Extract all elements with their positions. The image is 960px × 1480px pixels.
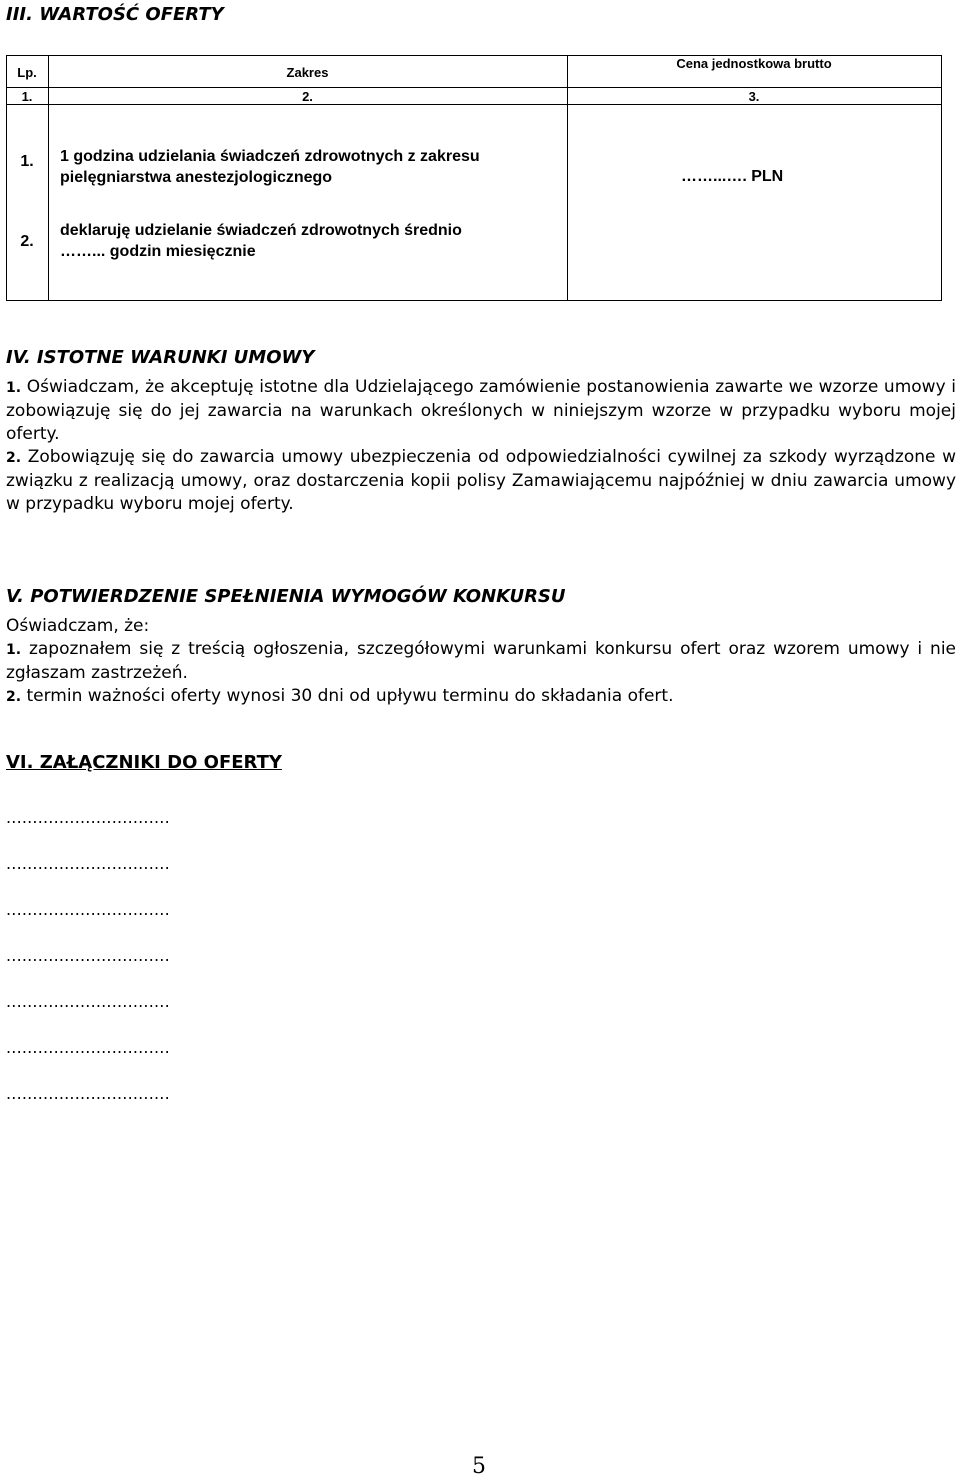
item-number: 2.: [6, 689, 22, 705]
row-1-lp: 1.: [20, 153, 34, 170]
item-number: 2.: [6, 450, 22, 466]
row-2-zakres-line1: deklaruję udzielanie świadczeń zdrowotnych średnio: [60, 222, 462, 239]
attachment-line-3: ...............................: [6, 900, 170, 919]
section-4-item-2: [6, 446, 956, 516]
attachment-line-7: ...............................: [6, 1084, 170, 1103]
section-4-title: IV. ISTOTNE WARUNKI UMOWY: [6, 347, 315, 368]
attachment-line-4: ...............................: [6, 946, 170, 965]
offer-value-table: [6, 55, 942, 301]
item-text: Zobowiązuję się do zawarcia umowy ubezpieczenia od odpowiedzialności cywilnej za szkody wyrządzone w związku z realizacją umowy, oraz dostarczenia kopii polisy Zamawiającemu najpóźniej w dniu zawarcia umowy w przypadku wyboru mojej oferty.: [6, 447, 956, 514]
col-number-2: 2.: [302, 89, 313, 104]
col-number-1: 1.: [21, 89, 33, 104]
section-5-item-1: [6, 638, 956, 685]
attachment-line-5: ...............................: [6, 992, 170, 1011]
row-2-lp: 2.: [20, 233, 34, 250]
page-number: 5: [472, 1454, 486, 1479]
header-cena: Cena jednostkowa brutto: [676, 56, 832, 71]
row-1-zakres-line1: 1 godzina udzielania świadczeń zdrowotnych z zakresu: [60, 148, 480, 165]
item-number: 1.: [6, 380, 22, 396]
header-lp: Lp.: [17, 65, 37, 80]
attachment-line-2: ...............................: [6, 854, 170, 873]
item-text: Oświadczam, że akceptuję istotne dla Udzielającego zamówienie postanowienia zawarte we wzorze umowy i zobowiązuję się do jej zawarcia na warunkach określonych w niniejszym wzorze w przypadku wyboru mojej oferty.: [6, 377, 957, 444]
row-1-cena: ……...…. PLN: [681, 168, 784, 185]
row-1-zakres-line2: pielęgniarstwa anestezjologicznego: [60, 169, 333, 186]
col-number-3: 3.: [748, 89, 760, 104]
section-6-title: VI. ZAŁĄCZNIKI DO OFERTY: [6, 752, 282, 773]
header-zakres: Zakres: [286, 65, 329, 80]
attachment-line-1: ...............................: [6, 808, 170, 827]
item-text: termin ważności oferty wynosi 30 dni od upływu terminu do składania ofert.: [26, 686, 674, 706]
row-2-zakres: [60, 220, 565, 262]
section-5-title: V. POTWIERDZENIE SPEŁNIENIA WYMOGÓW KONKURSU: [6, 586, 566, 607]
section-3-title: III. WARTOŚĆ OFERTY: [6, 4, 224, 25]
section-5-intro: Oświadczam, że:: [6, 616, 150, 636]
attachment-line-6: ...............................: [6, 1038, 170, 1057]
item-number: 1.: [6, 642, 22, 658]
section-5-item-2: [6, 685, 956, 709]
row-1-zakres: [60, 146, 565, 188]
item-text: zapoznałem się z treścią ogłoszenia, szczegółowymi warunkami konkursu ofert oraz wzorem umowy i nie zgłaszam zastrzeżeń.: [6, 639, 957, 683]
section-4-item-1: [6, 376, 956, 446]
row-2-zakres-line2: ……... godzin miesięcznie: [60, 243, 256, 260]
